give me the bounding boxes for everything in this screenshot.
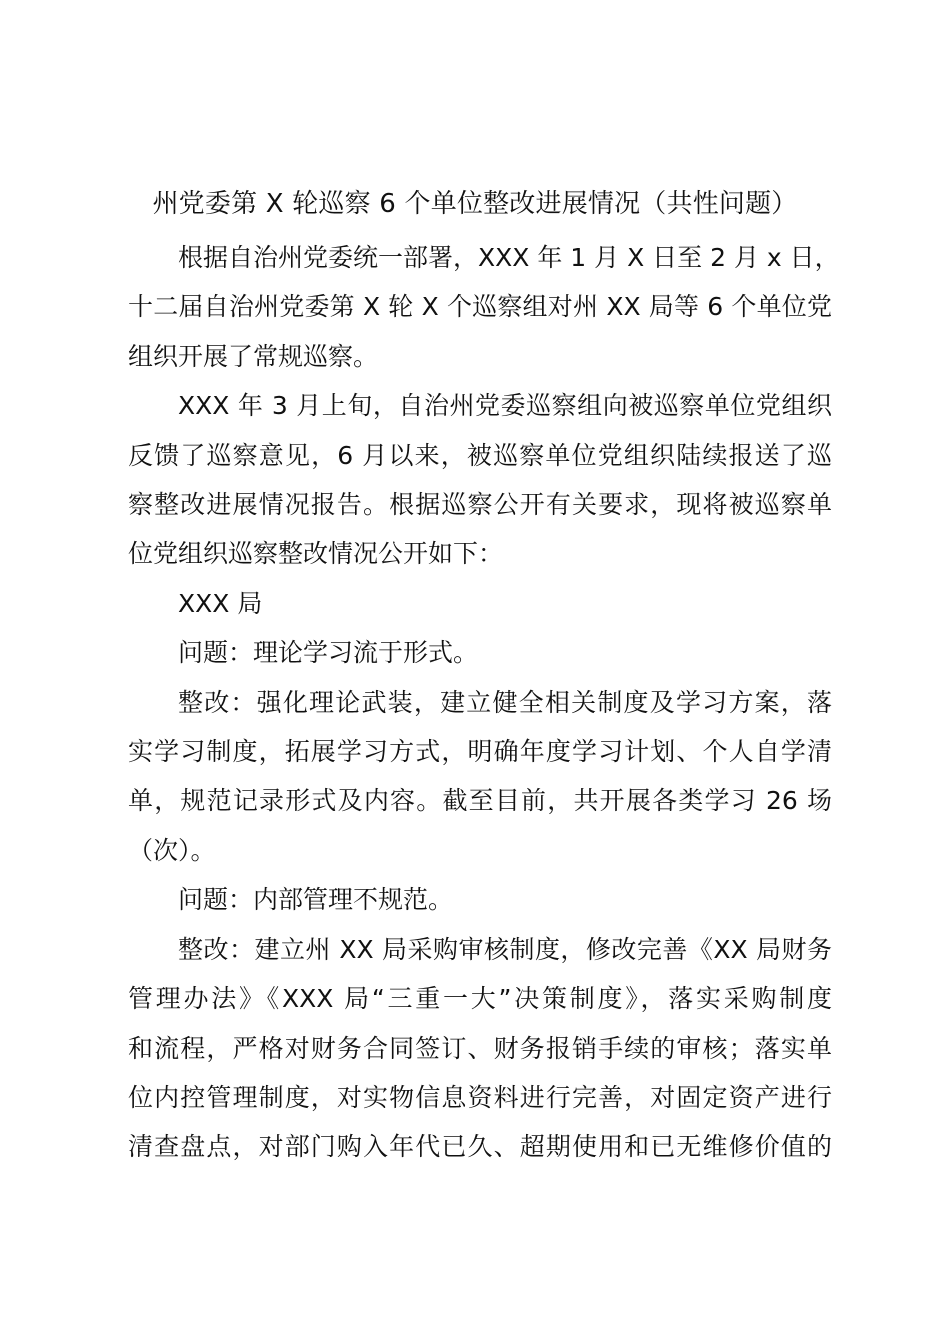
text-line: 和流程，严格对财务合同签订、财务报销手续的审核；落实单 [128,1033,832,1063]
rectification-paragraph [128,678,832,876]
text-line: 反馈了巡察意见，6 月以来，被巡察单位党组织陆续报送了巡 [128,440,832,470]
text-line: 组织开展了常规巡察。 [128,341,379,371]
text-line: 整改：建立州 XX 局采购审核制度，修改完善《XX 局财务 [178,934,832,964]
problem-paragraph [128,875,832,924]
text-line: 十二届自治州党委第 X 轮 X 个巡察组对州 XX 局等 6 个单位党 [128,292,832,322]
text-line: 问题：内部管理不规范。 [178,885,454,915]
document-title: 州党委第 X 轮巡察 6 个单位整改进展情况（共性问题） [152,189,798,219]
text-line: 位党组织巡察整改情况公开如下： [128,539,504,569]
text-line: 问题：理论学习流于形式。 [178,638,479,668]
text-line: 管理办法》《XXX 局“三重一大”决策制度》，落实采购制度 [128,984,832,1014]
section-heading [128,579,832,628]
text-line: 整改：强化理论武装，建立健全相关制度及学习方案，落 [178,687,832,717]
text-line: （次）。 [128,835,216,865]
text-line: 位内控管理制度，对实物信息资料进行完善，对固定资产进行 [128,1082,832,1112]
text-line: 清查盘点，对部门购入年代已久、超期使用和已无维修价值的 [128,1132,832,1162]
rectification-paragraph [128,925,832,1172]
text-line: XXX 年 3 月上旬，自治州党委巡察组向被巡察单位党组织 [178,391,832,421]
paragraph [128,381,832,579]
paragraph [128,233,840,381]
text-line: 实学习制度，拓展学习方式，明确年度学习计划、个人自学清 [128,737,832,767]
text-line: 单，规范记录形式及内容。截至目前，共开展各类学习 26 场 [128,786,832,816]
document-body [128,233,840,1172]
text-line: 根据自治州党委统一部署，XXX 年 1 月 X 日至 2 月 x 日， [178,243,840,272]
text-line: XXX 局 [178,588,263,618]
problem-paragraph [128,628,832,677]
text-line: 察整改进展情况报告。根据巡察公开有关要求，现将被巡察单 [128,490,832,520]
